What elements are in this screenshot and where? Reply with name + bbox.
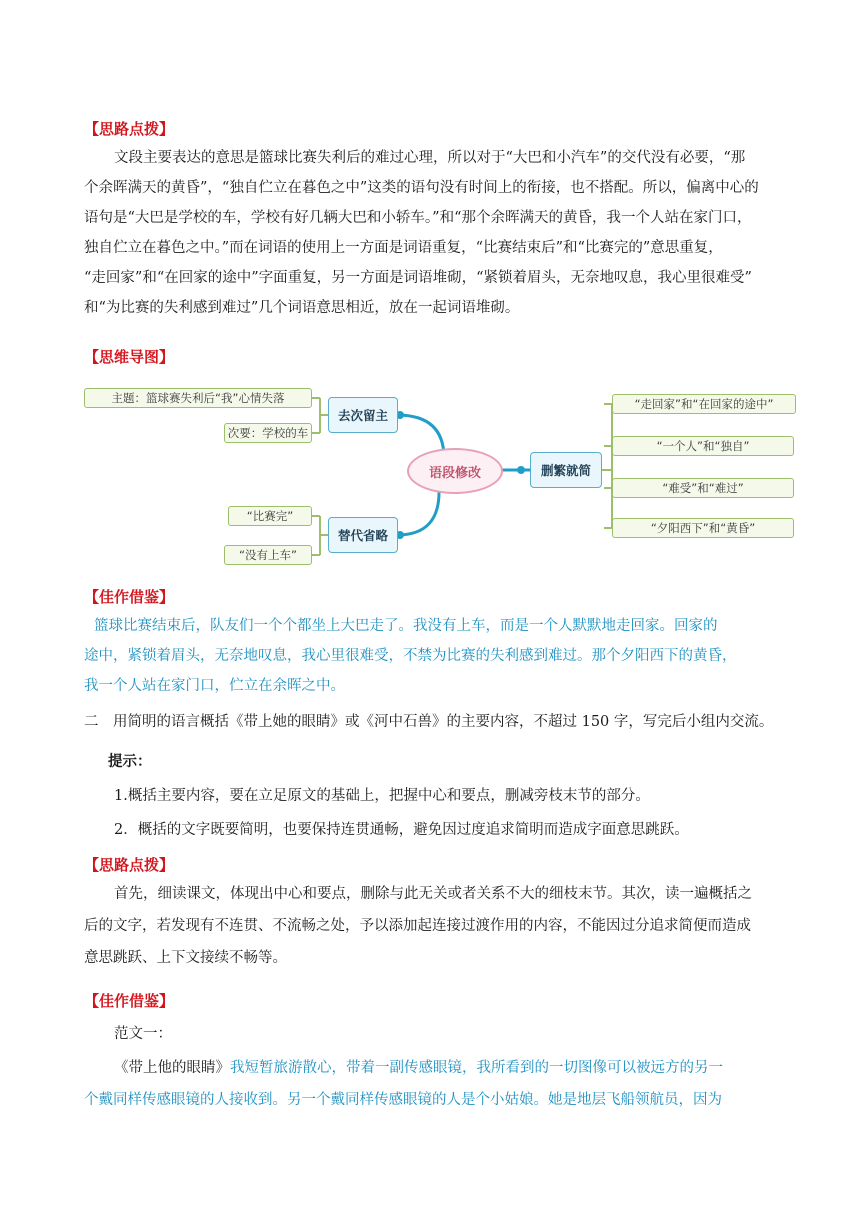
paragraph-line: 独自伫立在暮色之中。”而在词语的使用上一方面是词语重复，“比赛结束后”和“比赛完的”意思重复， xyxy=(84,240,723,256)
mind-map-center: 语段修改 xyxy=(407,448,503,494)
sample-title: 《带上他的眼睛》 xyxy=(114,1060,230,1076)
tip-item-2: 2．概括的文字既要简明，也要保持连贯通畅，避免因过度追求简明而造成字面意思跳跃。 xyxy=(114,822,689,838)
branch-keep-main: 去次留主 xyxy=(328,397,398,433)
sample-line-1 xyxy=(114,1056,723,1077)
paragraph-line: 个余晖满天的黄昏”，“独自伫立在暮色之中”这类的语句没有时间上的衔接，也不搭配。所以，偏离中心的 xyxy=(84,180,759,196)
leaf-nanshou: “难受”和“难过” xyxy=(612,478,794,498)
heading-mind-map: 【思维导图】 xyxy=(84,348,175,366)
sample-line-2: 个戴同样传感眼镜的人接收到。另一个戴同样传感眼镜的人是个小姑娘。她是地层飞船领航员，因为 xyxy=(84,1092,722,1108)
paragraph-line: 途中，紧锁着眉头，无奈地叹息，我心里很难受，不禁为比赛的失利感到难过。那个夕阳西下的黄昏， xyxy=(84,648,737,664)
tip-label: 提示： xyxy=(108,754,152,770)
paragraph-line: 和“为比赛的失利感到难过”几个词语意思相近，放在一起词语堆砌。 xyxy=(84,300,520,316)
heading-model-essay-2: 【佳作借鉴】 xyxy=(84,992,175,1010)
heading-thinking-tips: 【思路点拨】 xyxy=(84,120,175,138)
leaf-yigeren: “一个人”和“独自” xyxy=(612,436,794,456)
paragraph-line: 语句是“大巴是学校的车，学校有好几辆大巴和小轿车。”和“那个余晖满天的黄昏，我一个人站在家门口， xyxy=(84,210,752,226)
paragraph-line: 首先，细读课文，体现出中心和要点，删除与此无关或者关系不大的细枝末节。其次，读一遍概括之 xyxy=(114,886,752,902)
paragraph-line: 后的文字，若发现有不连贯、不流畅之处，予以添加起连接过渡作用的内容，不能因过分追求简便而造成 xyxy=(84,918,751,934)
paragraph-line: 文段主要表达的意思是篮球比赛失利后的难过心理，所以对于“大巴和小汽车”的交代没有必要，“那 xyxy=(114,150,746,166)
leaf-xiyang: “夕阳西下”和“黄昏” xyxy=(612,518,794,538)
leaf-meiyou-shangche: “没有上车” xyxy=(224,545,312,565)
heading-model-essay: 【佳作借鉴】 xyxy=(84,588,175,606)
tip-item-1: 1.概括主要内容，要在立足原文的基础上，把握中心和要点，删减旁枝末节的部分。 xyxy=(114,788,650,804)
sample-label: 范文一： xyxy=(114,1026,172,1042)
paragraph-line: 我一个人站在家门口，伫立在余晖之中。 xyxy=(84,678,345,694)
leaf-bisaiwan: “比赛完” xyxy=(228,506,312,526)
leaf-zouhuijia: “走回家”和“在回家的途中” xyxy=(612,394,796,414)
paragraph-line: 意思跳跃、上下文接续不畅等。 xyxy=(84,950,287,966)
leaf-main-theme: 主题：篮球赛失利后“我”心情失落 xyxy=(84,388,312,408)
leaf-secondary: 次要：学校的车 xyxy=(224,423,312,443)
branch-simplify: 删繁就简 xyxy=(530,452,602,488)
paragraph-line: 篮球比赛结束后，队友们一个个都坐上大巴走了。我没有上车，而是一个人默默地走回家。回家的 xyxy=(94,618,718,634)
paragraph-line: “走回家”和“在回家的途中”字面重复，另一方面是词语堆砌，“紧锁着眉头，无奈地叹息，我心里很难受” xyxy=(84,270,752,286)
heading-thinking-tips-2: 【思路点拨】 xyxy=(84,856,175,874)
branch-replace-omit: 替代省略 xyxy=(328,517,398,553)
question-two: 二 用简明的语言概括《带上她的眼睛》或《河中石兽》的主要内容，不超过 150 字，写完后小组内交流。 xyxy=(84,714,774,730)
mind-map xyxy=(84,378,800,570)
sample-text: 我短暂旅游散心，带着一副传感眼镜，我所看到的一切图像可以被远方的另一 xyxy=(230,1060,723,1076)
